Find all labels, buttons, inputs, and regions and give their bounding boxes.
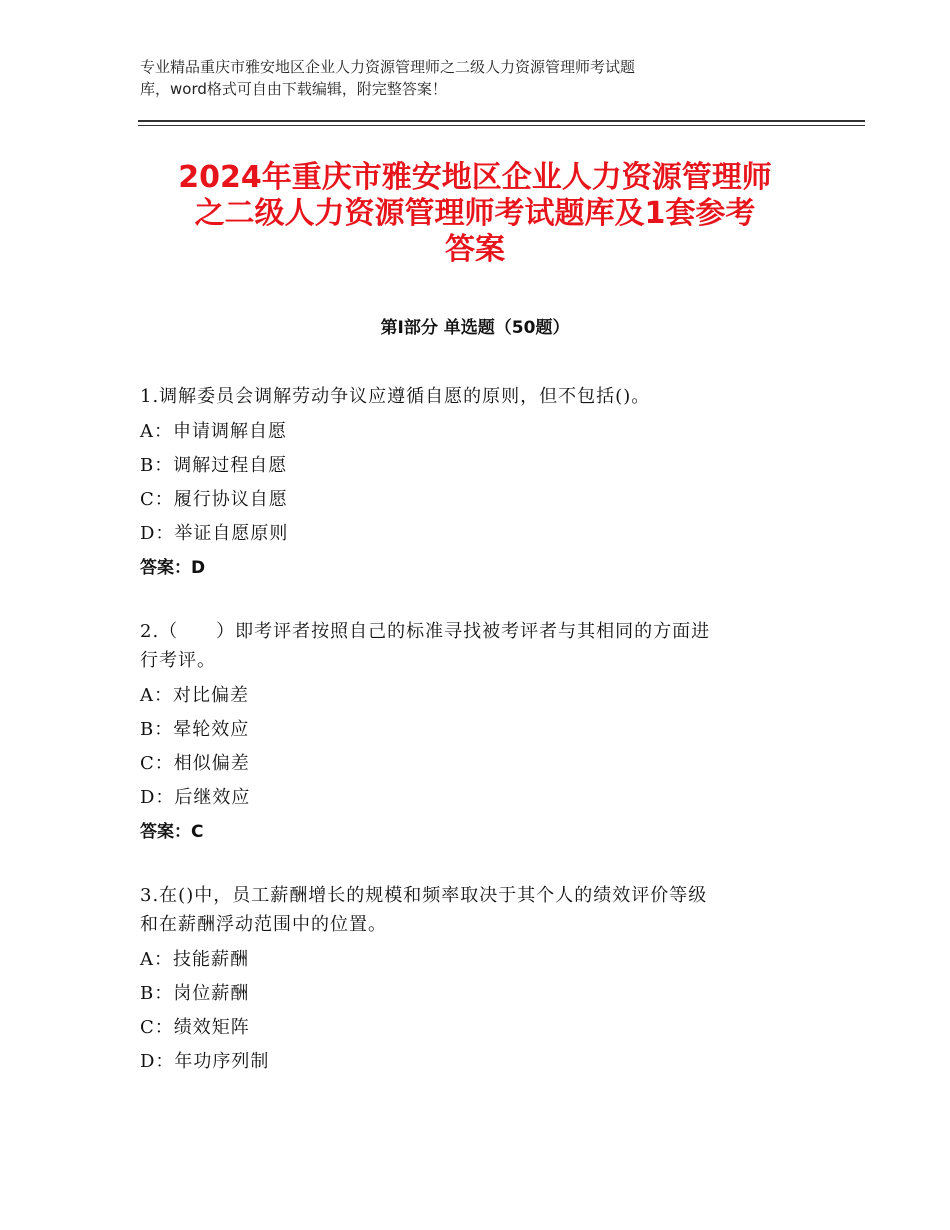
header-divider-thin [138, 125, 865, 126]
answer-label: 答案：C [140, 822, 204, 842]
option-b: B：调解过程自愿 [140, 455, 288, 476]
answer-label: 答案：D [140, 558, 206, 578]
title-line-2: 之二级人力资源管理师考试题库及1套参考 [194, 196, 756, 231]
question-stem-line: 2.（ ）即考评者按照自己的标准寻找被考评者与其相同的方面进 [140, 621, 711, 642]
question-stem-line: 行考评。 [140, 650, 216, 671]
option-b: B：晕轮效应 [140, 719, 250, 740]
question-stem-line: 1.调解委员会调解劳动争议应遵循自愿的原则，但不包括()。 [140, 386, 651, 407]
option-c: C：履行协议自愿 [140, 489, 288, 510]
question-stem [140, 881, 800, 939]
page-header [140, 56, 780, 100]
section-title: 第Ⅰ部分 单选题（50题） [380, 318, 570, 338]
question-stem-line: 3.在()中，员工薪酬增长的规模和频率取决于其个人的绩效评价等级 [140, 885, 708, 906]
question-list [140, 382, 800, 1111]
option-d: D：后继效应 [140, 787, 251, 808]
option-d: D：举证自愿原则 [140, 523, 289, 544]
question-3 [140, 881, 800, 1079]
question-1 [140, 382, 800, 585]
option-b: B：岗位薪酬 [140, 983, 250, 1004]
question-stem [140, 382, 800, 411]
option-c: C：相似偏差 [140, 753, 250, 774]
question-stem-line: 和在薪酬浮动范围中的位置。 [140, 914, 387, 935]
header-line-2: 库，word格式可自由下载编辑，附完整答案！ [140, 80, 447, 98]
question-stem [140, 617, 800, 675]
title-line-1: 2024年重庆市雅安地区企业人力资源管理师 [178, 160, 772, 195]
option-a: A：技能薪酬 [140, 949, 249, 970]
option-c: C：绩效矩阵 [140, 1017, 250, 1038]
option-a: A：申请调解自愿 [140, 421, 287, 442]
option-d: D：年功序列制 [140, 1051, 270, 1072]
header-divider-thick [138, 120, 865, 122]
option-a: A：对比偏差 [140, 685, 249, 706]
document-title [120, 160, 830, 268]
title-line-3: 答案 [445, 232, 505, 267]
question-2 [140, 617, 800, 849]
header-line-1: 专业精品重庆市雅安地区企业人力资源管理师之二级人力资源管理师考试题 [140, 58, 636, 76]
